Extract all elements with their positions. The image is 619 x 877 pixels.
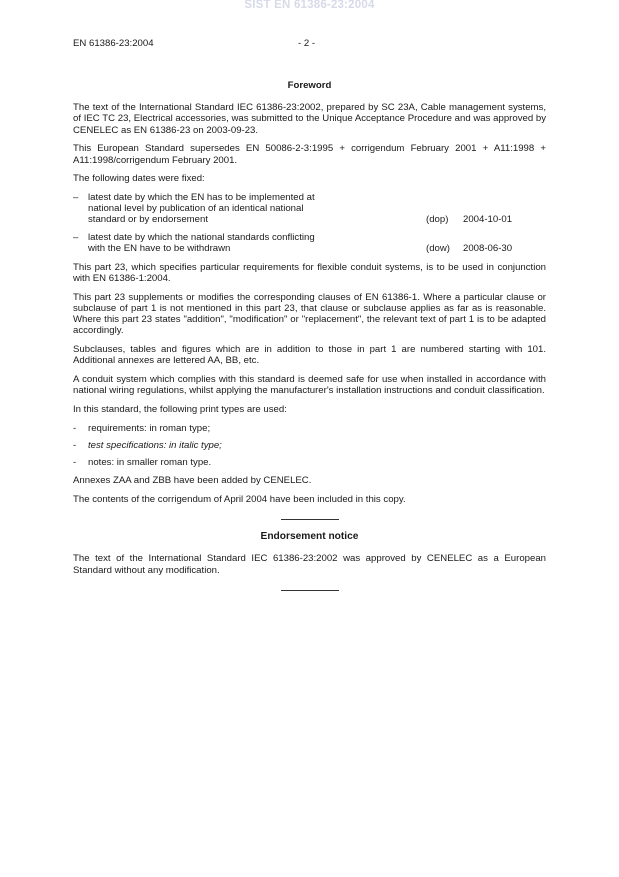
- date-value: 2004-10-01: [463, 214, 513, 226]
- print-types-list: [73, 423, 546, 469]
- section-divider: [281, 519, 339, 520]
- date-value: 2008-06-30: [463, 242, 513, 254]
- print-type-text: test specifications: in italic type;: [88, 439, 222, 451]
- date-description: latest date by which the national standards conflicting with the EN have to be withdrawn: [88, 231, 315, 254]
- page-number: - 2 -: [298, 38, 316, 49]
- print-type-text: requirements: in roman type;: [88, 422, 211, 434]
- list-item: [73, 440, 546, 451]
- date-code: (dow): [426, 242, 450, 254]
- endorsement-title: Endorsement notice: [260, 531, 359, 543]
- list-dash: –: [73, 191, 79, 203]
- foreword-paragraph-5: This part 23 supplements or modifies the corresponding clauses of EN 61386-1. Where a particular clause or subclause of part 1 is not mentioned in this part 23, that clause or subclause applies as far as is reasonable. Where this part 23 states "addition", "modification" or "replacement", the relevant text of part 1 is to be adapted accordingly.: [73, 291, 546, 337]
- page-body: [73, 80, 546, 602]
- date-item-dop: [73, 192, 546, 226]
- date-item-dow: [73, 232, 546, 254]
- list-dash: –: [73, 231, 79, 243]
- dates-list: [73, 192, 546, 254]
- foreword-paragraph-8: In this standard, the following print types are used:: [73, 403, 287, 415]
- foreword-paragraph-2: This European Standard supersedes EN 50086-2-3:1995 + corrigendum February 2001 + A11:1998 + A11:1998/corrigendum February 2001.: [73, 143, 546, 166]
- list-dash: -: [73, 422, 77, 434]
- document-id: EN 61386-23:2004: [73, 38, 154, 49]
- foreword-paragraph-7: A conduit system which complies with this standard is deemed safe for use when installed in accordance with national wiring regulations, whilst applying the manufacturer's installation instructions and conduit classification.: [73, 374, 546, 397]
- list-dash: -: [73, 439, 77, 451]
- list-dash: -: [73, 457, 77, 469]
- section-divider: [281, 590, 339, 591]
- endorsement-paragraph: The text of the International Standard IEC 61386-23:2002 was approved by CENELEC as a European Standard without any modification.: [73, 553, 546, 576]
- foreword-paragraph-1: The text of the International Standard IEC 61386-23:2002, prepared by SC 23A, Cable management systems, of IEC TC 23, Electrical accessories, was submitted to the Unique Acceptance Procedure and was approved by CENELEC as EN 61386-23 on 2003-09-23.: [73, 102, 546, 136]
- foreword-paragraph-3: The following dates were fixed:: [73, 173, 205, 185]
- foreword-paragraph-9: Annexes ZAA and ZBB have been added by CENELEC.: [73, 475, 312, 487]
- foreword-paragraph-10: The contents of the corrigendum of April 2004 have been included in this copy.: [73, 493, 406, 505]
- list-item: [73, 457, 546, 468]
- foreword-paragraph-4: This part 23, which specifies particular requirements for flexible conduit systems, is to be used in conjunction with EN 61386-1:2004.: [73, 261, 546, 285]
- print-type-text: notes: in smaller roman type.: [88, 457, 212, 469]
- list-item: [73, 423, 546, 434]
- date-code: (dop): [426, 214, 449, 226]
- foreword-title: Foreword: [287, 80, 332, 91]
- watermark: SIST EN 61386-23:2004: [244, 0, 375, 11]
- date-description: latest date by which the EN has to be implemented at national level by publication of an identical national standard or by endorsement: [88, 191, 315, 226]
- foreword-paragraph-6: Subclauses, tables and figures which are in addition to those in part 1 are numbered starting with 101. Additional annexes are lettered AA, BB, etc.: [73, 344, 546, 367]
